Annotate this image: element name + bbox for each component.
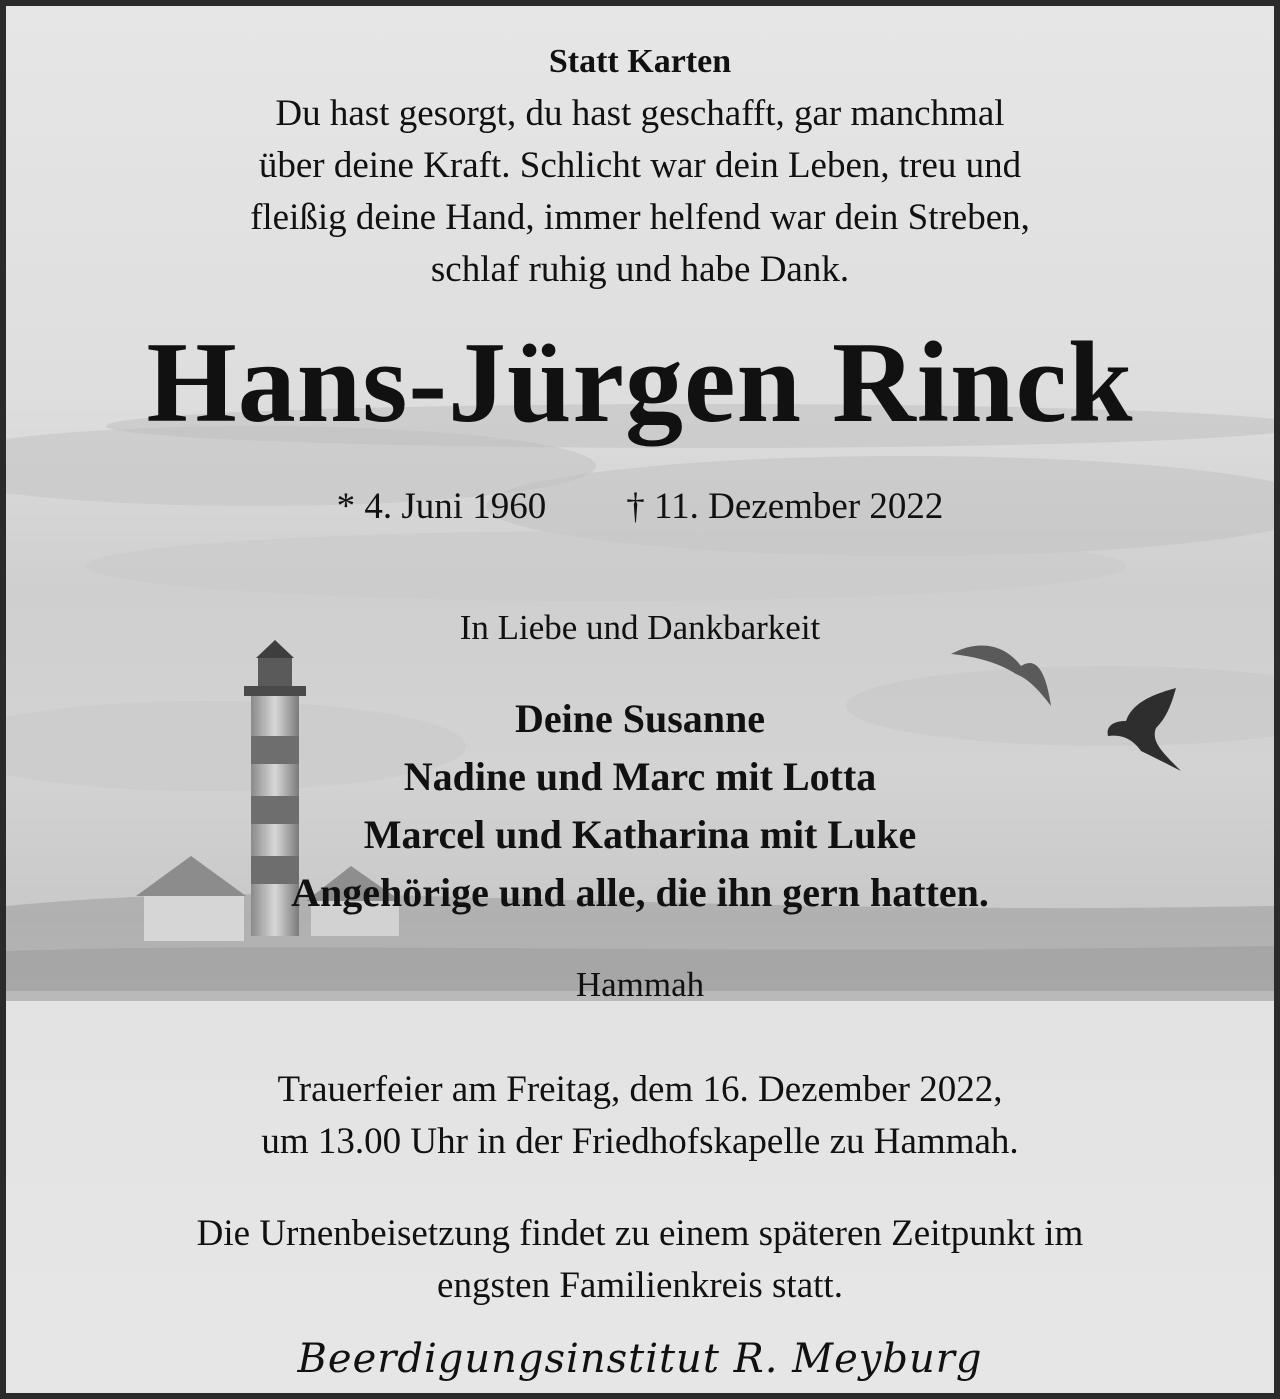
funeral-line: um 13.00 Uhr in der Friedhofskapelle zu Hammah. bbox=[261, 1121, 1019, 1162]
place: Hammah bbox=[575, 965, 705, 1004]
life-dates bbox=[6, 484, 1274, 530]
poem-line: Du hast gesorgt, du hast geschafft, gar manchmal bbox=[275, 93, 1005, 134]
dedication: In Liebe und Dankbarkeit bbox=[459, 608, 821, 647]
burial-line: Die Urnenbeisetzung findet zu einem späteren Zeitpunkt im bbox=[196, 1213, 1084, 1254]
birth-date: * 4. Juni 1960 bbox=[336, 486, 547, 527]
burial-line: engsten Familienkreis statt. bbox=[437, 1265, 843, 1306]
funeral-home-signature: Beerdigungsinstitut R. Meyburg bbox=[297, 1336, 983, 1382]
mourner-line: Nadine und Marc mit Lotta bbox=[403, 754, 877, 799]
mourners bbox=[6, 690, 1274, 922]
death-date: † 11. Dezember 2022 bbox=[626, 486, 944, 527]
lighthouse-lantern bbox=[258, 658, 292, 686]
poem-line: über deine Kraft. Schlicht war dein Leben, treu und bbox=[258, 145, 1022, 186]
poem-line: fleißig deine Hand, immer helfend war dein Streben, bbox=[250, 197, 1030, 238]
mourner-line: Marcel und Katharina mit Luke bbox=[363, 812, 917, 857]
funeral-service-info bbox=[6, 1064, 1274, 1168]
funeral-line: Trauerfeier am Freitag, dem 16. Dezember 2022, bbox=[277, 1069, 1003, 1110]
urn-burial-info bbox=[6, 1208, 1274, 1312]
mourner-line: Angehörige und alle, die ihn gern hatten. bbox=[291, 870, 989, 915]
header-statt-karten: Statt Karten bbox=[548, 43, 732, 80]
mourner-line: Deine Susanne bbox=[514, 696, 766, 741]
cloud-band bbox=[86, 531, 1126, 601]
memorial-poem bbox=[6, 88, 1274, 296]
poem-line: schlaf ruhig und habe Dank. bbox=[430, 249, 850, 290]
deceased-name: Hans-Jürgen Rinck bbox=[146, 319, 1134, 447]
